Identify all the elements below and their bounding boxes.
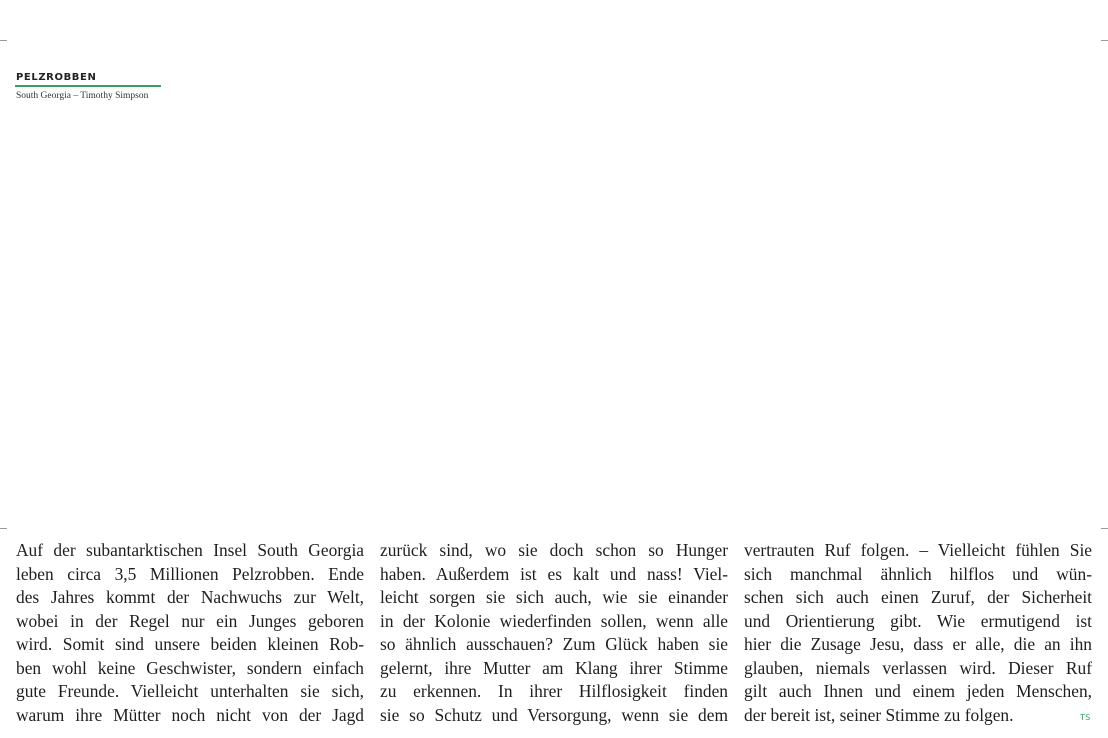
crop-mark-mid-right: [1101, 528, 1108, 529]
text-line: leben circa 3,5 Millionen Pelzrobben. Ende: [16, 563, 364, 584]
crop-mark-top-right: [1101, 40, 1108, 41]
text-line: so ähnlich ausschauen? Zum Glück haben sie: [380, 634, 728, 654]
text-line: zurück sind, wo sie doch schon so Hunger: [380, 540, 728, 560]
text-column-3: [744, 539, 1092, 727]
text-line: sie so Schutz und Versorgung, wenn sie dem: [380, 704, 728, 725]
caption-rule: [15, 85, 161, 87]
crop-mark-mid-left: [0, 528, 7, 529]
photo-area: [0, 105, 1108, 523]
text-line: warum ihre Mütter noch nicht von der Jagd: [16, 704, 364, 725]
text-line: glauben, niemals verlassen wird. Dieser Ruf: [744, 657, 1092, 678]
text-column-1: [16, 539, 364, 727]
text-line: hier die Zusage Jesu, dass er alle, die an ihn: [744, 634, 1092, 654]
text-line: des Jahres kommt der Nachwuchs zur Welt,: [16, 587, 364, 607]
text-line: in der Kolonie wiederfinden sollen, wenn alle: [380, 610, 728, 631]
caption-title: PELZROBBEN: [16, 72, 97, 83]
text-line: wird. Somit sind unsere beiden kleinen Rob-: [16, 634, 364, 654]
text-line: Auf der subantarktischen Insel South Georgia: [16, 540, 364, 560]
text-line: gilt auch Ihnen und einem jeden Menschen,: [744, 681, 1092, 701]
text-line: ben wohl keine Geschwister, sondern einfach: [16, 657, 364, 678]
text-line: sich manchmal ähnlich hilflos und wün-: [744, 563, 1092, 584]
text-line: und Orientierung gibt. Wie ermutigend ist: [744, 610, 1092, 631]
crop-mark-top-left: [0, 40, 7, 41]
text-column-2: [380, 539, 728, 727]
text-line: leicht sorgen sie sich auch, wie sie einander: [380, 587, 728, 607]
text-line: haben. Außerdem ist es kalt und nass! Viel-: [380, 563, 728, 584]
author-initials: TS: [1080, 713, 1091, 722]
caption-subtitle: South Georgia – Timothy Simpson: [16, 91, 149, 101]
text-line: schen sich auch einen Zuruf, der Sicherheit: [744, 587, 1092, 607]
text-line: vertrauten Ruf folgen. – Vielleicht fühlen Sie: [744, 540, 1092, 560]
text-line: gelernt, ihre Mutter am Klang ihrer Stimme: [380, 657, 728, 678]
text-line: gute Freunde. Vielleicht unterhalten sie sich,: [16, 681, 364, 701]
text-line: der bereit ist, seiner Stimme zu folgen.: [744, 704, 1014, 725]
text-line: wobei in der Regel nur ein Junges geboren: [16, 610, 364, 631]
text-line: zu erkennen. In ihrer Hilflosigkeit finden: [380, 681, 728, 701]
